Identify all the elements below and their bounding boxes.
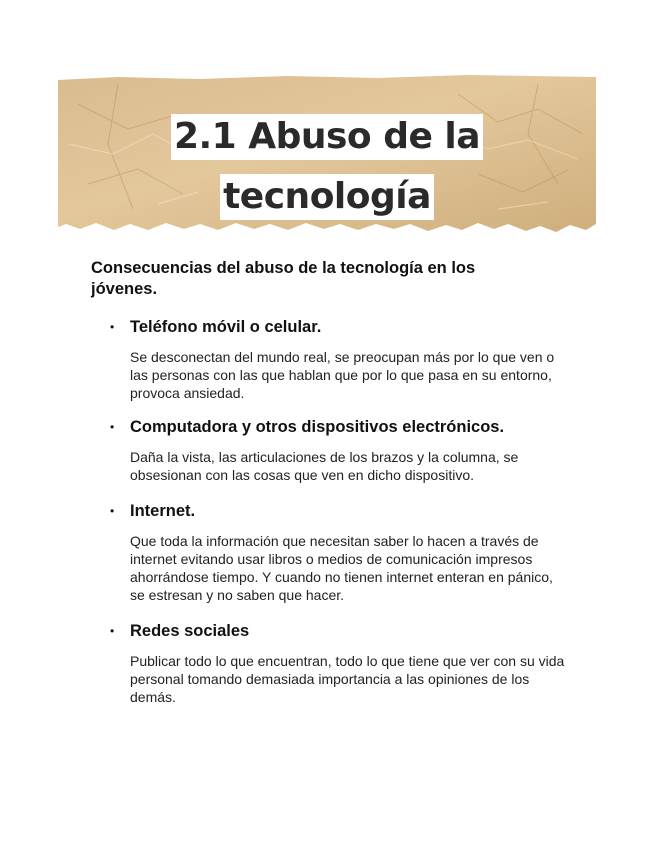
list-item-telefono xyxy=(110,316,570,402)
page-title-line-1: 2.1 Abuso de la xyxy=(171,114,483,160)
bullet-icon: • xyxy=(110,504,115,518)
item-text: Que toda la información que necesitan saber lo hacen a través de internet evitando usar libros o medios de comunicación impresos ahorrándose tiempo. Y cuando no tienen internet enteran en pánico, se estresan y no saben que hacer. xyxy=(130,533,553,603)
item-text: Se desconectan del mundo real, se preocupan más por lo que ven o las personas con las que hablan que por lo que pasa en su entorno, provoca ansiedad. xyxy=(130,349,555,401)
list-item-redes-sociales xyxy=(110,620,570,706)
item-heading: Internet. xyxy=(130,502,196,520)
page-title-line-2: tecnología xyxy=(220,174,434,220)
item-heading: Computadora y otros dispositivos electrónicos. xyxy=(130,418,505,436)
section-subtitle: Consecuencias del abuso de la tecnología en los jóvenes. xyxy=(91,259,476,298)
bullet-icon: • xyxy=(110,320,115,334)
title-block xyxy=(58,114,596,220)
list-item-computadora xyxy=(110,416,570,484)
title-banner xyxy=(58,74,596,234)
item-text: Daña la vista, las articulaciones de los brazos y la columna, se obsesionan con las cosas que ven en dicho dispositivo. xyxy=(130,449,519,483)
item-heading: Teléfono móvil o celular. xyxy=(130,318,322,336)
bullet-icon: • xyxy=(110,420,115,434)
bullet-icon: • xyxy=(110,624,115,638)
item-heading: Redes sociales xyxy=(130,622,250,640)
list-item-internet xyxy=(110,500,570,604)
item-text: Publicar todo lo que encuentran, todo lo que tiene que ver con su vida personal tomando demasiada importancia a las opiniones de los demás. xyxy=(130,653,565,705)
